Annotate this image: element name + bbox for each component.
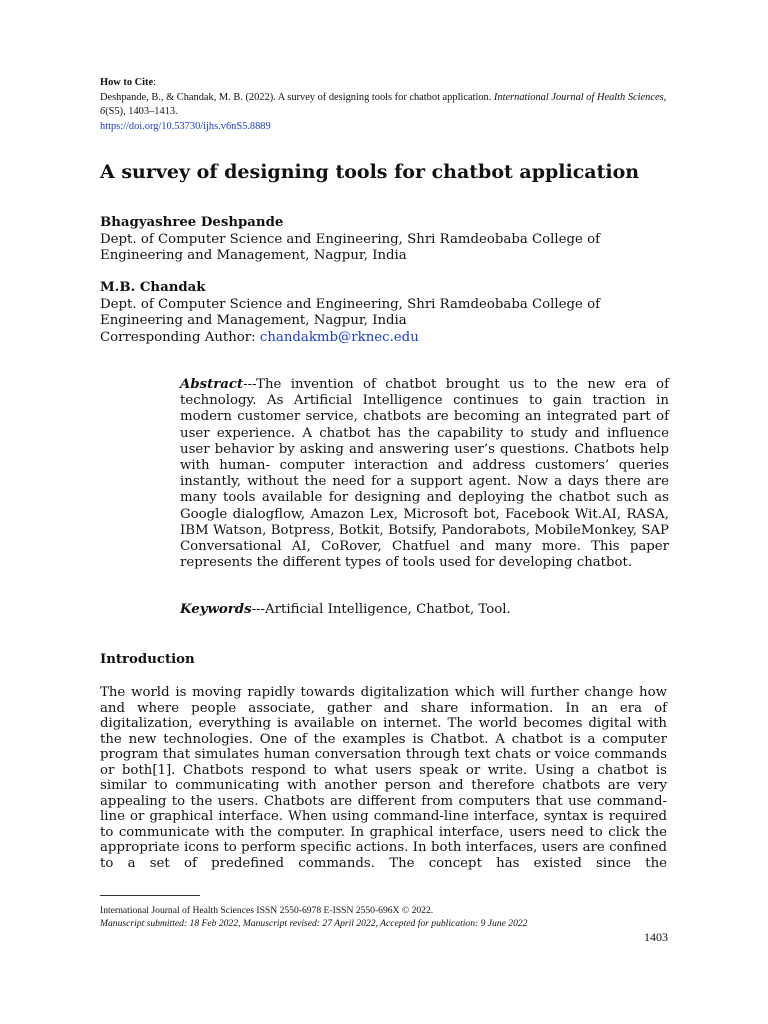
keywords-label: Keywords <box>180 602 252 617</box>
corresponding-author: Corresponding Author: chandakmb@rknec.edu <box>100 329 419 345</box>
how-to-cite-block: How to Cite: Deshpande, B., & Chandak, M. B. (2022). A survey of designing tools for chatbot application. International Journal of Health Sciences, 6(S5), 1403–1413. https://doi.org/10.53730/ijhs.v6nS5.8889 <box>100 77 667 132</box>
keywords-text: ---Artificial Intelligence, Chatbot, Tool. <box>251 602 511 617</box>
citation-text: Deshpande, B., & Chandak, M. B. (2022). A survey of designing tools for chatbot application. <box>100 91 494 103</box>
author-block-2 <box>100 280 680 346</box>
citation-pages: (S5), 1403–1413. <box>105 106 178 117</box>
keywords <box>180 602 669 618</box>
footer-journal-line: International Journal of Health Sciences ISSN 2550-6978 E-ISSN 2550-696X © 2022. <box>100 905 434 916</box>
author-email-link[interactable]: chandakmb@rknec.edu <box>259 329 419 345</box>
footer-divider <box>100 895 200 896</box>
section-heading-introduction: Introduction <box>100 652 195 667</box>
footer-manuscript-dates: Manuscript submitted: 18 Feb 2022, Manuscript revised: 27 April 2022, Accepted for publication: 9 June 2022 <box>100 918 528 929</box>
introduction-paragraph: The world is moving rapidly towards digitalization which will further change how and where people associate, gather and share information. In an era of digitalization, everything is available on internet. The world becomes digital with the new technologies. One of the examples is Chatbot. A chatbot is a computer program that simulates human conversation through text chats or voice commands or both[1]. Chatbots respond to what users speak or write. Using a chatbot is similar to communicating with another person and therefore chatbots are very appealing to the users. Chatbots are different from computers that use command-line or graphical interface. When using command-line interface, syntax is required to communicate with the computer. In graphical interface, users need to click the appropriate icons to perform specific actions. In both interfaces, users are confined to a set of predefined commands. The concept has existed since the <box>100 685 667 871</box>
citation-journal: International Journal of Health Sciences <box>493 91 664 103</box>
author-block-1 <box>100 215 680 265</box>
abstract <box>180 377 669 571</box>
author-name: Bhagyashree Deshpande <box>100 215 284 230</box>
how-to-cite-label: How to Cite <box>100 77 154 88</box>
abstract-label: Abstract <box>180 377 244 392</box>
doi-link[interactable]: https://doi.org/10.53730/ijhs.v6nS5.8889 <box>100 120 271 132</box>
paper-title: A survey of designing tools for chatbot application <box>100 161 640 183</box>
citation-volume: 6 <box>100 106 106 117</box>
author-affiliation: Dept. of Computer Science and Engineering, Shri Ramdeobaba College of Engineering and Management, Nagpur, India <box>100 231 601 263</box>
page-footer <box>100 904 670 930</box>
author-name: M.B. Chandak <box>100 280 206 295</box>
author-affiliation: Dept. of Computer Science and Engineering, Shri Ramdeobaba College of Engineering and Management, Nagpur, India <box>100 296 601 328</box>
page-number: 1403 <box>644 930 668 944</box>
abstract-text: ---The invention of chatbot brought us to the new era of technology. As Artificial Intelligence continues to gain traction in modern customer service, chatbots are becoming an integrated part of user experience. A chatbot has the capability to study and influence user behavior by asking and answering user’s questions. Chatbots help with human- computer interaction and address customers’ queries instantly, without the need for a support agent. Now a days there are many tools available for designing and deploying the chatbot such as Google dialogflow, Amazon Lex, Microsoft bot, Facebook Wit.AI, RASA, IBM Watson, Botpress, Botkit, Botsify, Pandorabots, MobileMonkey, SAP Conversational AI, CoRover, Chatfuel and many more. This paper represents the different types of tools used for developing chatbot. <box>180 377 669 571</box>
